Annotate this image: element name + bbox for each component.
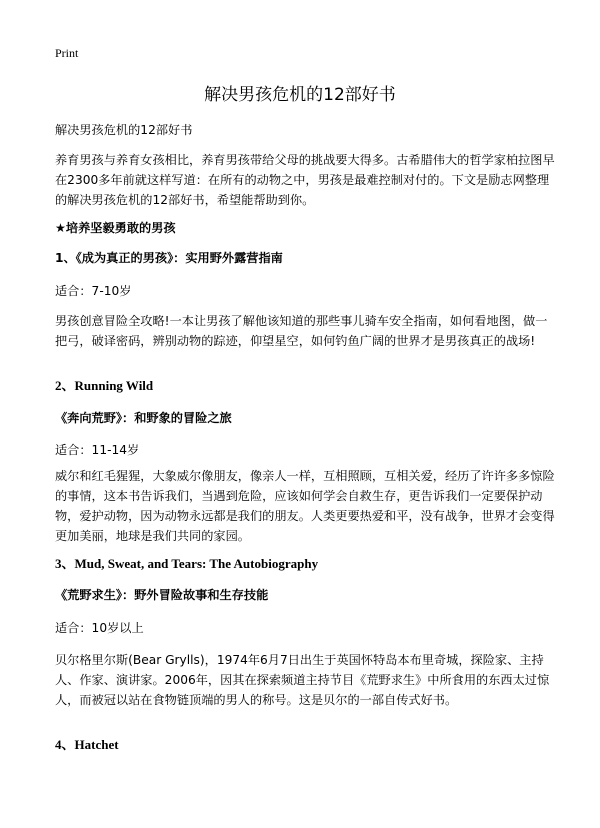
book-4-heading <box>55 735 555 755</box>
book-2-desc: 威尔和红毛猩猩，大象威尔像朋友，像亲人一样，互相照顾，互相关爱，经历了许许多多惊险的事情，这本书告诉我们，当遇到危险，应该如何学会自救生存，更告诉我们一定要保护动物，爱护动物，因为动物永远都是我们的朋友。人类更要热爱和平，没有战争，世界才会变得更加美丽，地球是我们共同的家园。 <box>55 469 555 543</box>
book-3-subheading: 《荒野求生》：野外冒险故事和生存技能 <box>55 588 269 602</box>
subtitle: 解决男孩危机的12部好书 <box>55 123 193 137</box>
book-3-heading <box>55 554 555 574</box>
book-3-heading-text: 3、Mud, Sweat, and Tears: The Autobiography <box>55 556 319 571</box>
book-3-age: 适合：10岁以上 <box>55 621 144 635</box>
section-heading: ★培养坚毅勇敢的男孩 <box>55 221 176 235</box>
book-1-age: 适合：7-10岁 <box>55 284 132 298</box>
intro-paragraph: 养育男孩与养育女孩相比，养育男孩带给父母的挑战要大得多。古希腊伟大的哲学家柏拉图早在2300多年前就这样写道：在所有的动物之中，男孩是最难控制对付的。下文是励志网整理的解决男孩危机的12部好书，希望能帮助到你。 <box>55 153 555 207</box>
book-2-subheading: 《奔向荒野》：和野象的冒险之旅 <box>55 411 232 425</box>
print-label: Print <box>55 46 79 60</box>
book-4-heading-text: 4、Hatchet <box>55 737 119 752</box>
page-title: 解决男孩危机的12部好书 <box>204 85 396 105</box>
book-3-desc: 贝尔格里尔斯(Bear Grylls)，1974年6月7日出生于英国怀特岛本布里奇城，探险家、主持人、作家、演讲家。2006年，因其在探索频道主持节目《荒野求生》中所食用的东西太过惊人，而被冠以站在食物链顶端的男人的称号。这是贝尔的一部自传式好书。 <box>55 653 550 707</box>
book-2-heading-text: 2、Running Wild <box>55 378 154 393</box>
book-1-desc: 男孩创意冒险全攻略!一本让男孩了解他该知道的那些事儿骑车安全指南，如何看地图，做一把弓，破译密码，辨别动物的踪迹，仰望星空，如何钓鱼广阔的世界才是男孩真正的战场! <box>55 314 548 348</box>
book-1-heading: 1、《成为真正的男孩》：实用野外露营指南 <box>55 251 283 265</box>
book-2-heading <box>55 376 555 396</box>
book-2-age: 适合：11-14岁 <box>55 443 140 457</box>
